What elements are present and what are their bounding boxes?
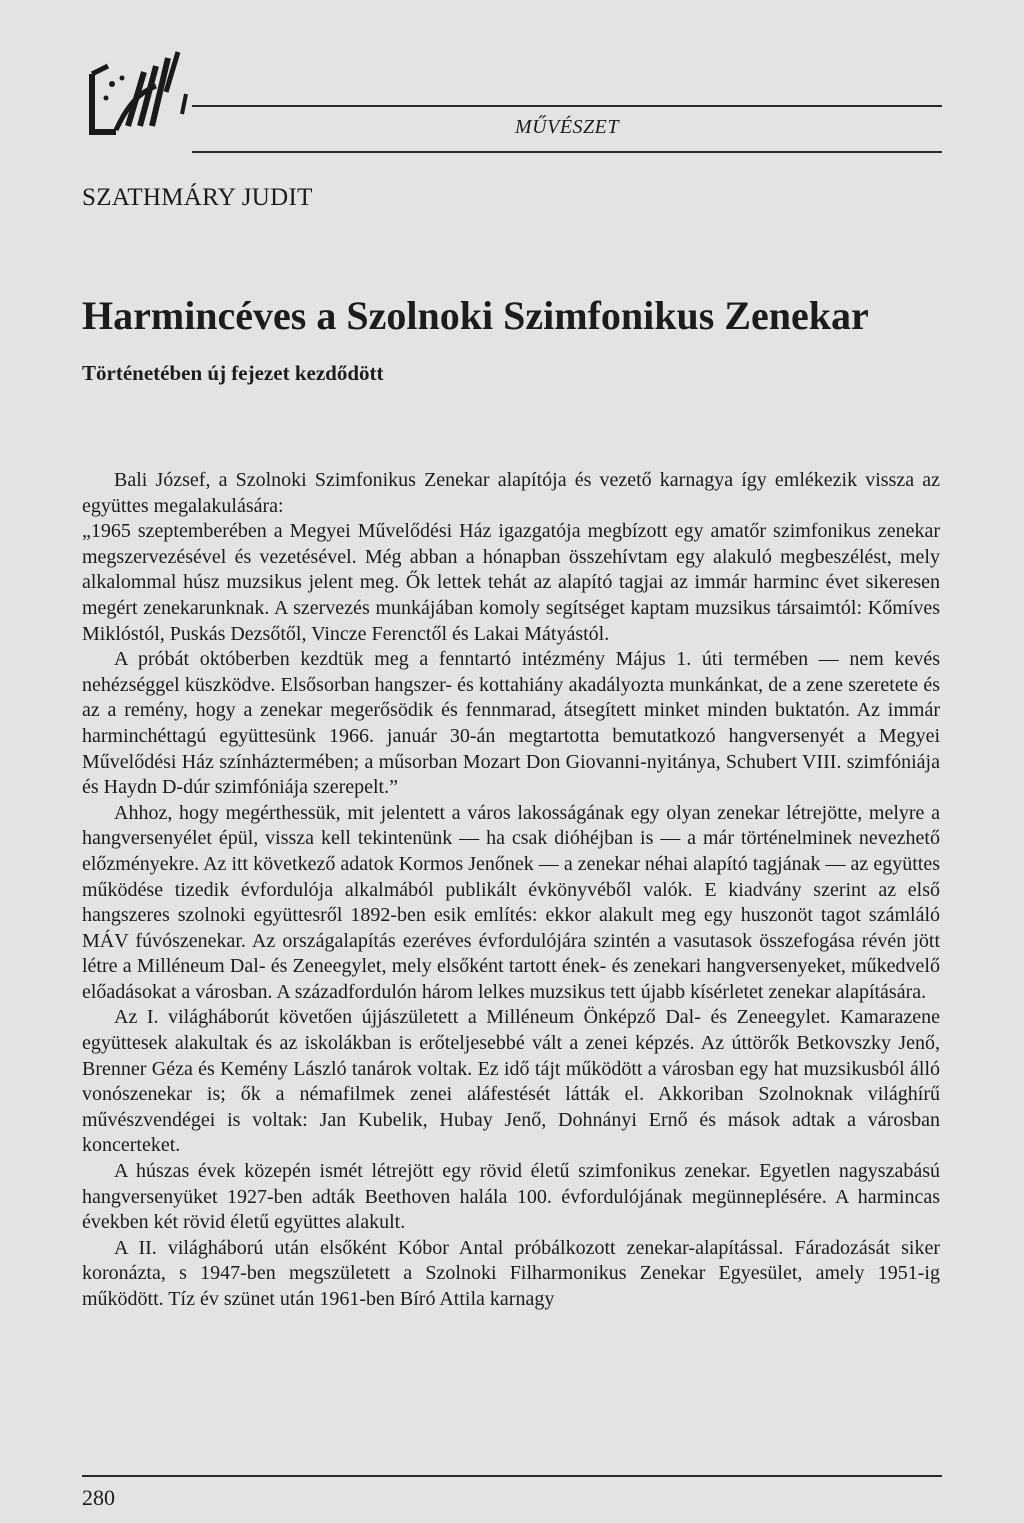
journal-logo <box>86 44 196 144</box>
article-author: SZATHMÁRY JUDIT <box>82 184 313 211</box>
paragraph: A húszas évek közepén ismét létrejött egy rövid életű szimfonikus zenekar. Egyetlen nagyszabású hangversenyüket 1927-ben adták Beethoven halála 100. évfordulójának megünneplésére. A harmincas években két rövid életű együttes alakult. <box>82 1160 940 1234</box>
paragraph: Az I. világháborút követően újjászületett a Milléneum Önképző Dal- és Zeneegylet. Kamarazene együttesek alakultak és az iskolákban is erőteljesebbé vált a zenei képzés. Az úttörők Betkovszky Jenő, Brenner Géza és Kemény László tanárok voltak. Ez idő tájt működött a városban egy hat muzsikusból álló vonószenekar is; ők a némafilmek zenei aláfestését látták el. Akkoriban Szolnoknak világhírű művészvendégei is voltak: Jan Kubelik, Hubay Jenő, Dohnányi Ernő és mások adtak a városban koncerteket. <box>82 1006 940 1157</box>
article-title: Harmincéves a Szolnoki Szimfonikus Zenekar <box>82 293 869 338</box>
journal-logo-mark <box>86 44 196 144</box>
paragraph: A próbát októberben kezdtük meg a fenntartó intézmény Május 1. úti termében — nem kevés nehézséggel küszködve. Elsősorban hangszer- és kottahiány akadályozta munkánkat, de a zene szeretete és az a remény, hogy a zenekar megerősödik és fennmarad, átsegített minket minden buktatón. Az immár harminchéttagú együttesünk 1966. január 30-án megtartotta bemutatkozó hangversenyét a Megyei Művelődési Ház színháztermében; a műsorban Mozart Don Giovanni-nyitánya, Schubert VIII. szimfóniája és Haydn D-dúr szimfóniája szerepelt.” <box>82 648 940 799</box>
article-body <box>82 468 940 1313</box>
paragraph: Ahhoz, hogy megérthessük, mit jelentett a város lakosságának egy olyan zenekar létrejötte, melyre a hangversenyélet épül, vissza kell tekintenünk — ha csak dióhéjban is — a már történelminek nevezhető előzményekre. Az itt következő adatok Kormos Jenőnek — a zenekar néhai alapító tagjának — az együttes működése tizedik évfordulója alkalmából publikált évkönyvéből valók. E kiadvány szerint az első hangszeres szolnoki együttesről 1892-ben esik említés: ekkor alakult meg egy huszonöt tagot számláló MÁV fúvószenekar. Az országalapítás ezeréves évfordulójára szintén a vasutasok összefogása révén jött létre a Milléneum Dal- és Zeneegylet, mely elsőként tartott ének- és zenekari hangversenyeket, műkedvelő előadásokat a városban. A századfordulón három lelkes muzsikus tett újabb kísérletet zenekar alapítására. <box>82 801 940 1003</box>
header-rule-top <box>192 105 942 107</box>
section-label: MŰVÉSZET <box>515 116 619 138</box>
article-subtitle: Történetében új fejezet kezdődött <box>82 361 384 385</box>
footer-rule <box>82 1475 942 1477</box>
header-rule-bottom <box>192 151 942 153</box>
paragraph: Bali József, a Szolnoki Szimfonikus Zenekar alapítója és vezető karnagya így emlékezik vissza az együttes megalakulására: <box>82 469 940 517</box>
page-number: 280 <box>82 1485 115 1510</box>
paragraph: A II. világháború után elsőként Kóbor Antal próbálkozott zenekar-alapítással. Fáradozását siker koronázta, s 1947-ben megszületett a Szolnoki Filharmonikus Zenekar Egyesület, amely 1951-ig működött. Tíz év szünet után 1961-ben Bíró Attila karnagy <box>82 1236 940 1310</box>
paragraph: „1965 szeptemberében a Megyei Művelődési Ház igazgatója megbízott egy amatőr szimfonikus zenekar megszervezésével és vezetésével. Még abban a hónapban összehívtam egy alakuló megbeszélést, mely alkalommal húsz muzsikus jelent meg. Ők lettek tehát az alapító tagjai az immár harminc évet sikeresen megért zenekarunknak. A szervezés munkájában komoly segítséget kaptam muzsikus társaimtól: Kőmíves Miklóstól, Puskás Dezsőtől, Vincze Ferenctől és Lakai Mátyástól. <box>82 520 940 645</box>
